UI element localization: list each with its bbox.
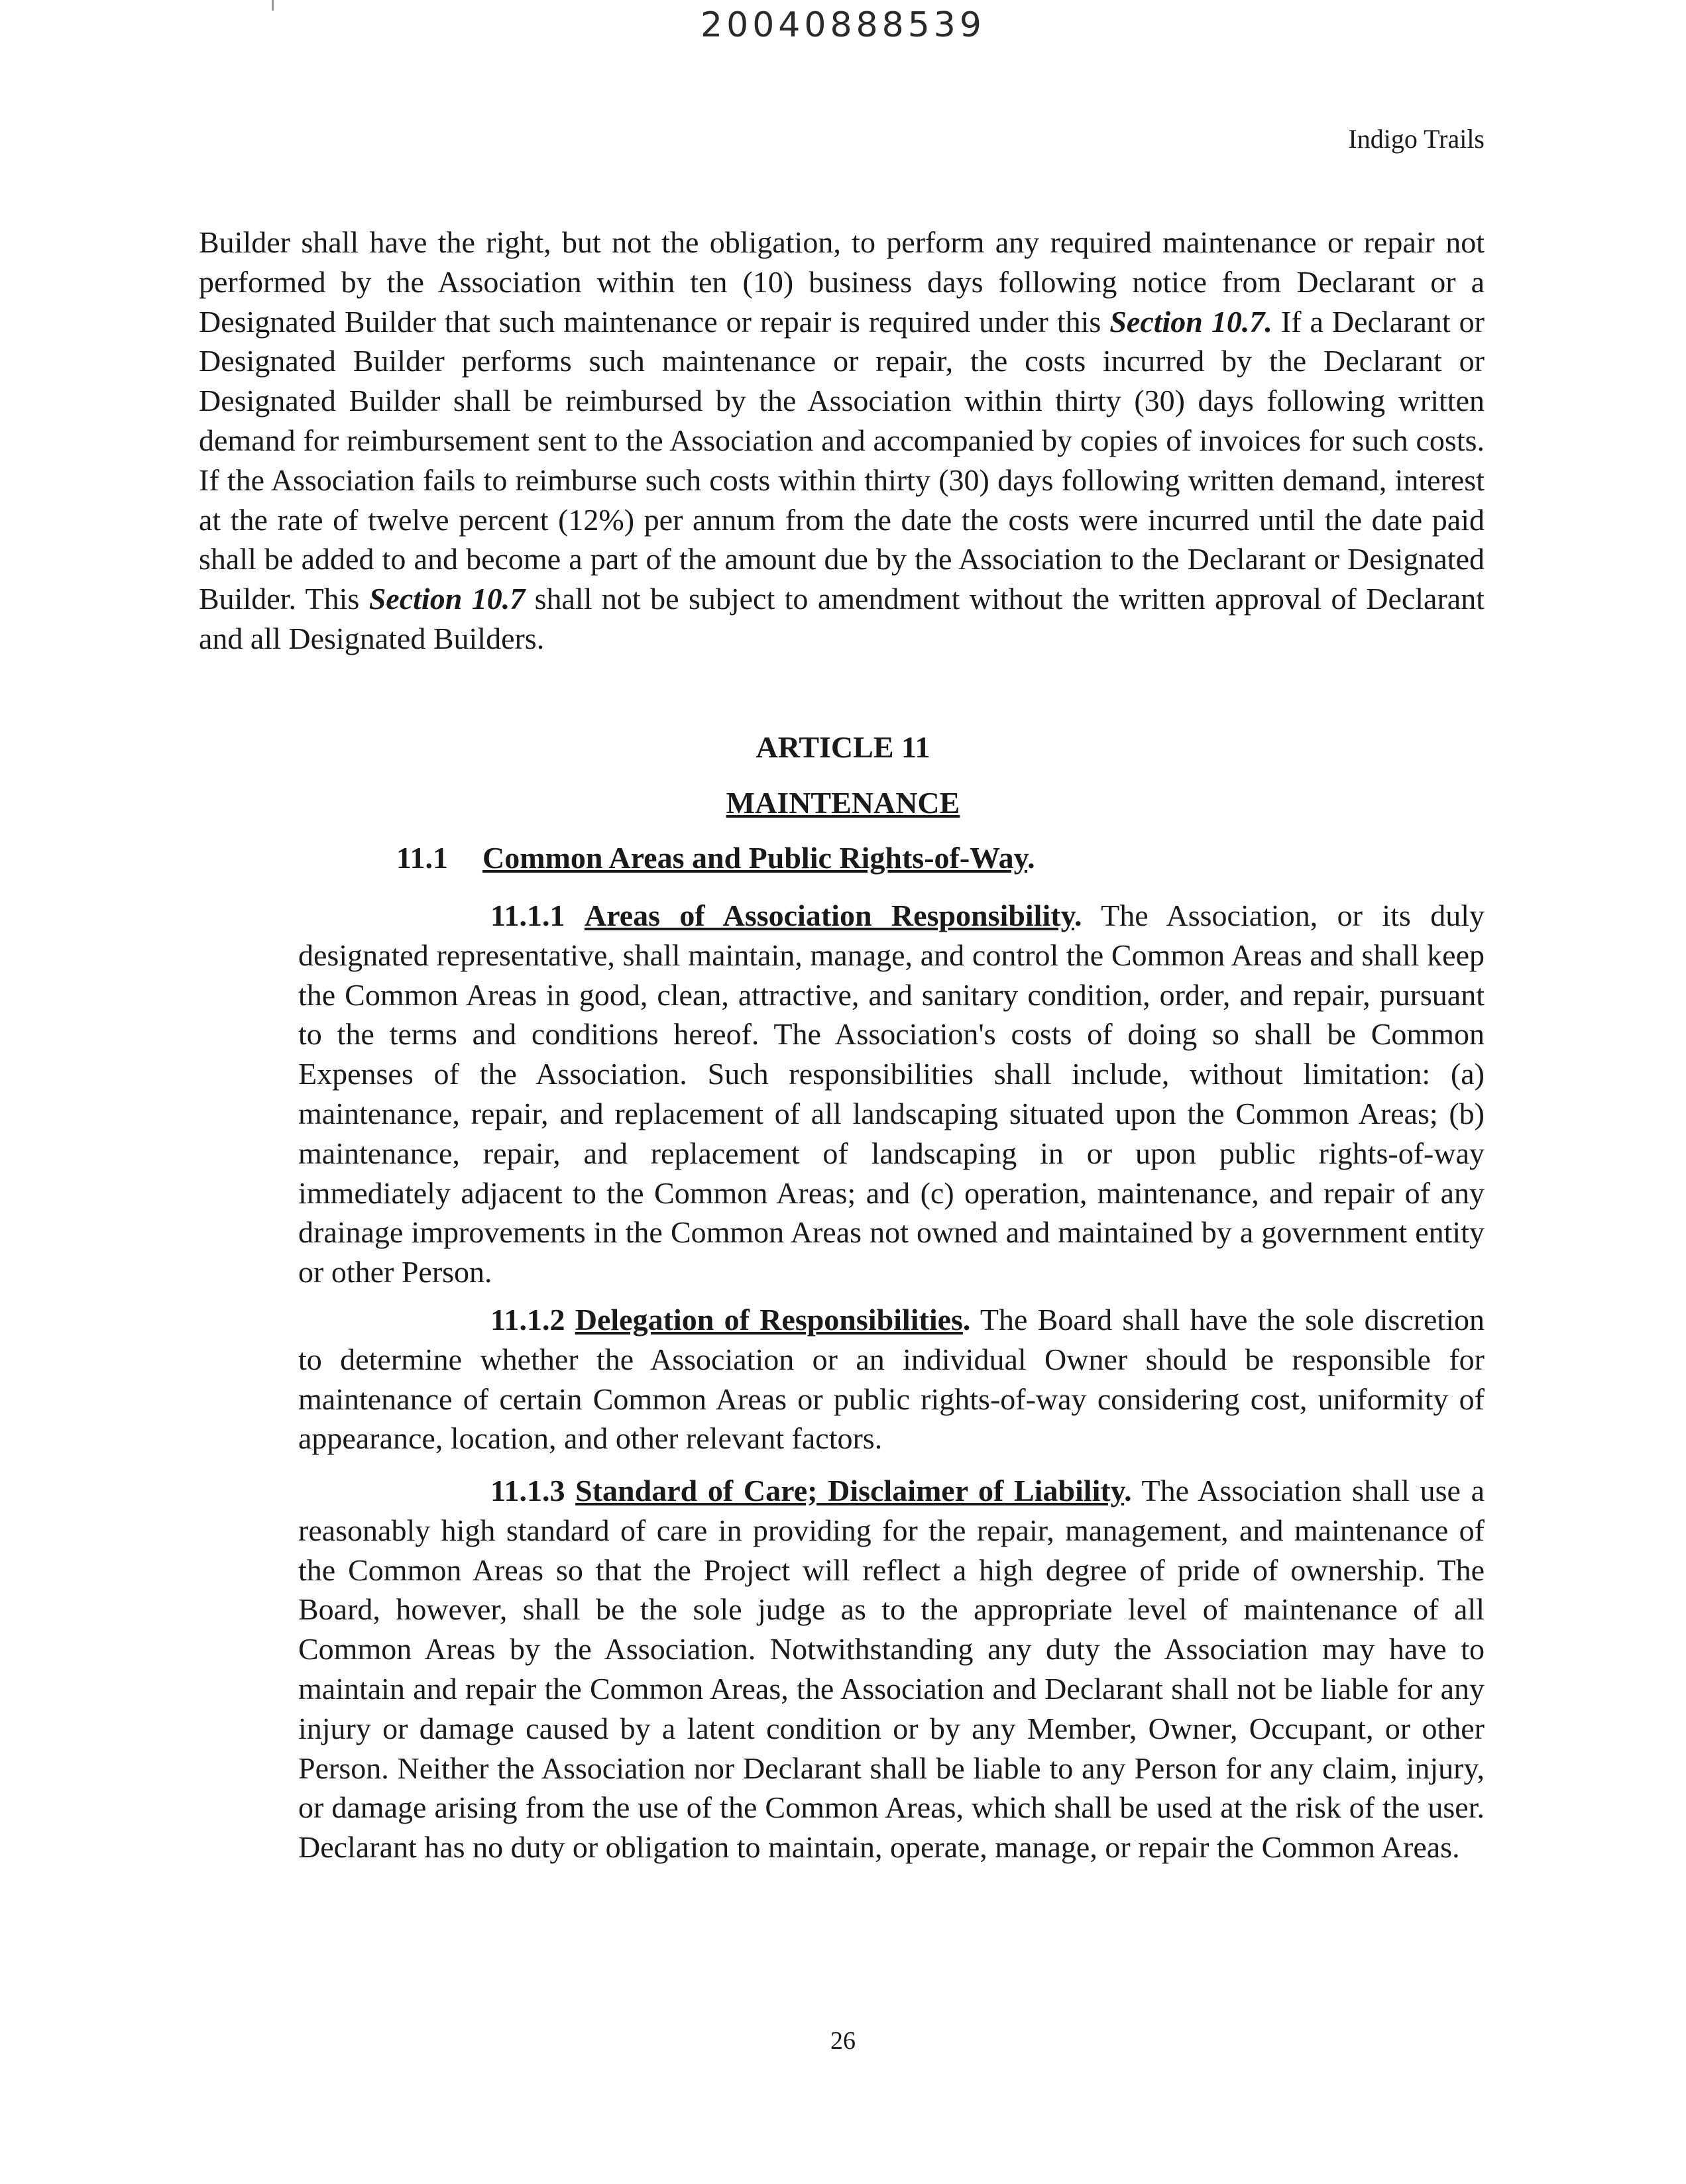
subsection-11-1-3 [298,1471,1485,1867]
subsection-body: shall use a reasonably high standard of care in providing for the repair, management, and maintenance of the Common Areas so that the Project will reflect a high degree of pride of ownership. The Board, however, shall be the sole judge as to the appropriate level of maintenance of all Common Areas by the Association. Notwithstanding any duty the Association may have to maintain and repair the Common Areas, the Association and Declarant shall not be liable for any injury or damage caused by a latent condition or by any Member, Owner, Occupant, or other Person. Neither the Association nor Declarant shall be liable to any Person for any claim, injury, or damage arising from the use of the Common Areas, which shall be used at the risk of the user. Declarant has no duty or obligation to maintain, operate, manage, or repair the Common Areas. [298,1474,1485,1865]
section-reference: Section 10.7. [1109,304,1272,339]
subsection-lead-line [298,1474,1341,1507]
intro-text-3: shall not be subject to amendment without the written approval of Declarant and all Designated Builders. [199,582,1485,655]
subsection-title: Delegation of Responsibilities [575,1303,963,1337]
section-title: Common Areas and Public Rights-of-Way [482,841,1028,875]
section-number: 11.1 [396,841,448,875]
subsection-lead-text: The Association, or its duly [1082,899,1485,932]
subsection-title: Areas of Association Responsibility [584,899,1075,932]
subsection-11-1-2 [298,1300,1485,1458]
subsection-lead-text: The Association [1131,1474,1342,1507]
intro-text-1: Builder shall have the right, but not the obligation, to perform any required maintenance or repair not performed by the Association within ten (10) business days following notice from Declarant or a Designated Builder that such maintenance or repair is required under this [199,225,1485,339]
subsection-title-period: . [1074,899,1082,932]
subsection-lead-line [298,1303,1354,1337]
subsection-lead-line [298,899,1485,932]
subsection-number: 11.1.3 [490,1474,565,1507]
section-reference: Section 10.7 [368,582,526,616]
subsection-number: 11.1.1 [490,899,565,932]
subsection-title-period: . [1124,1474,1132,1507]
page-number: 26 [830,2027,856,2055]
article-title: MAINTENANCE [726,786,960,820]
subsection-number: 11.1.2 [490,1303,565,1337]
running-header: Indigo Trails [1348,124,1485,154]
subsection-body: discretion to determine whether the Association or an individual Owner should be responsible for maintenance of certain Common Areas or public rights-of-way considering cost, uniformity of appearance, location, and other relevant factors. [298,1303,1485,1456]
section-heading [396,840,1035,875]
section-period: . [1027,841,1035,875]
recording-number: 20040888539 [701,5,985,45]
intro-text-2: If a Declarant or Designated Builder performs such maintenance or repair, the costs incurred by the Declarant or Designated Builder shall be reimbursed by the Association within thirty (30) days following written demand for reimbursement sent to the Association and accompanied by copies of invoices for such costs. If the Association fails to reimburse such costs within thirty (30) days following written demand, interest at the rate of twelve percent (12%) per annum from the date the costs were incurred until the date paid shall be added to and become a part of the amount due by the Association to the Declarant or Designated Builder. This [199,304,1485,616]
subsection-title-period: . [962,1303,971,1337]
subsection-11-1-1 [298,896,1485,1292]
subsection-lead-text: The Board shall have the sole [970,1303,1355,1337]
subsection-body: designated representative, shall maintain, manage, and control the Common Areas and shall keep the Common Areas in good, clean, attractive, and sanitary condition, order, and repair, pursuant to the terms and conditions hereof. The Association's costs of doing so shall be Common Expenses of the Association. Such responsibilities shall include, without limitation: (a) maintenance, repair, and replacement of all landscaping situated upon the Common Areas; (b) maintenance, repair, and replacement of landscaping in or upon public rights-of-way immediately adjacent to the Common Areas; and (c) operation, maintenance, and repair of any drainage improvements in the Common Areas not owned and maintained by a government entity or other Person. [298,938,1485,1289]
article-label: ARTICLE 11 [756,730,930,764]
subsection-title: Standard of Care; Disclaimer of Liability [575,1474,1125,1507]
carryover-paragraph [199,223,1485,659]
